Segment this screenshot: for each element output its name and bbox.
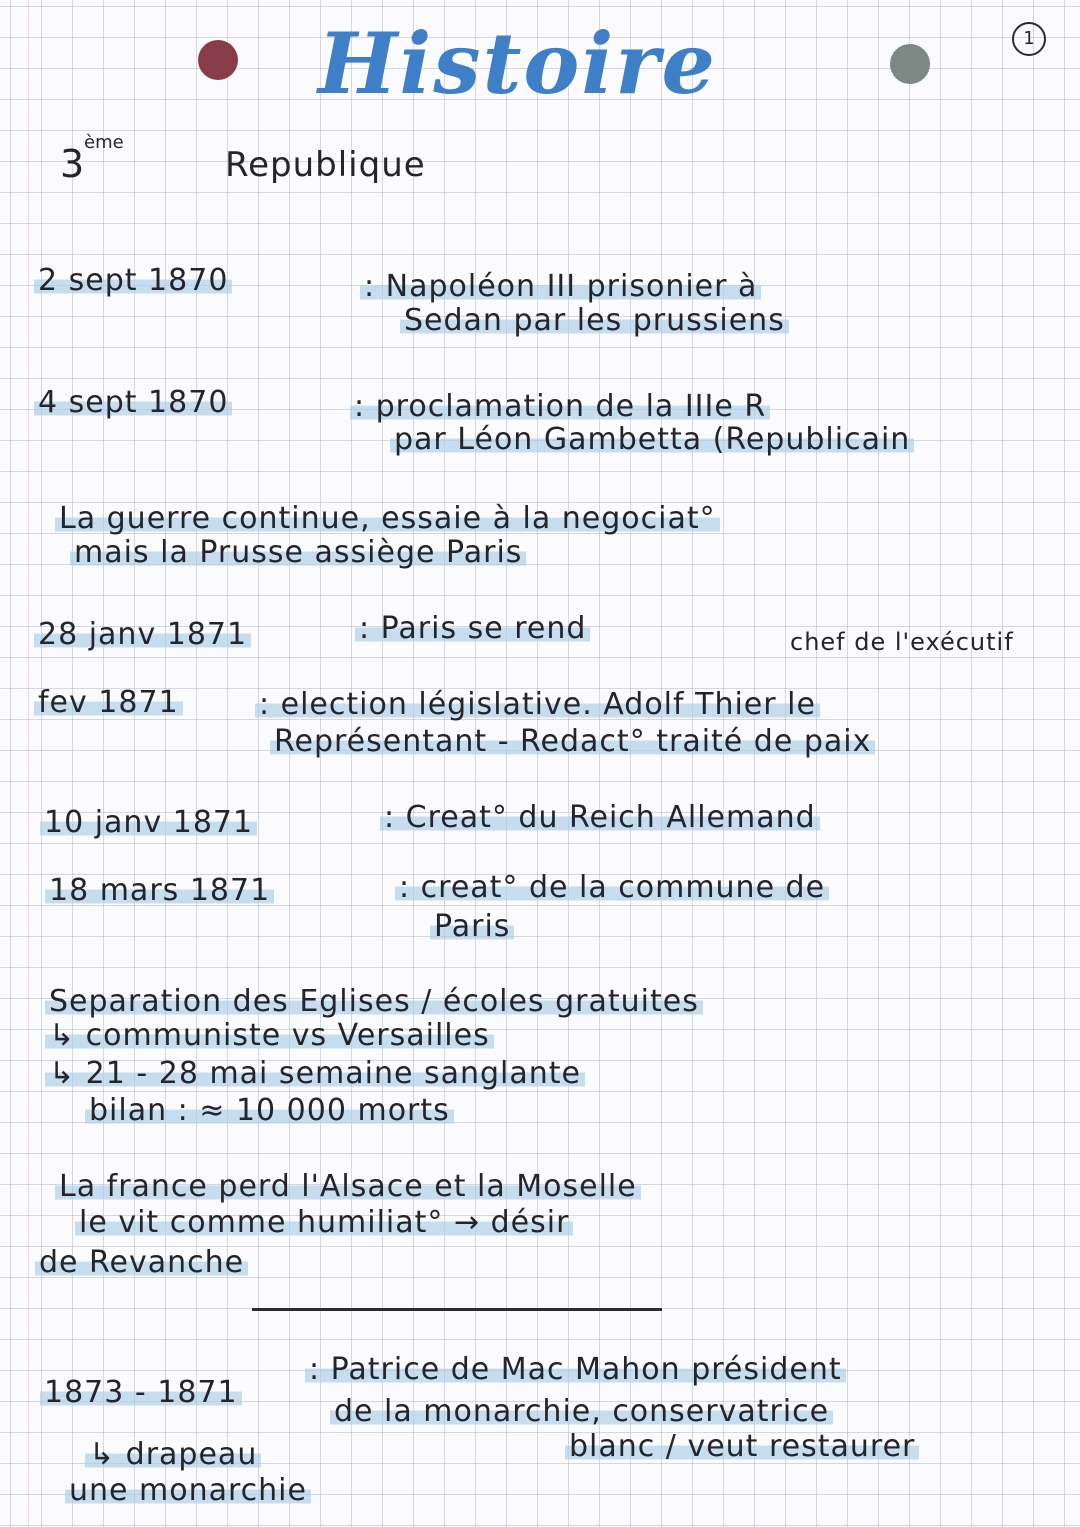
grey-dot [890,44,930,84]
note-line: mais la Prusse assiège Paris [70,538,526,568]
france-line: le vit comme humiliat° → désir [75,1208,573,1238]
entry-date: 4 sept 1870 [34,388,232,418]
entry-date: 1873 - 1871 [40,1378,242,1408]
france-line: La france perd l'Alsace et la Moselle [55,1172,641,1202]
side-note: chef de l'exécutif [790,628,1014,656]
entry-date: 2 sept 1870 [34,266,232,296]
divider-line [252,1308,662,1311]
commune-line: bilan : ≈ 10 000 morts [85,1096,454,1126]
macmahon-line: ↳ drapeau [85,1440,261,1470]
entry-date: 28 janv 1871 [34,620,251,650]
entry-text: : Patrice de Mac Mahon président [305,1355,846,1385]
subtitle-suffix: ème [84,132,124,153]
commune-line: ↳ 21 - 28 mai semaine sanglante [45,1059,585,1089]
note-line: La guerre continue, essaie à la negociat° [55,504,720,534]
commune-line: ↳ communiste vs Versailles [45,1021,494,1051]
entry-date: 18 mars 1871 [45,876,274,906]
entry-text: Sedan par les prussiens [400,306,789,336]
entry-date: fev 1871 [34,688,183,718]
subtitle-number: 3 [60,142,86,186]
entry-text: : proclamation de la IIIe R [350,392,770,422]
france-line: de Revanche [35,1248,248,1278]
entry-text: par Léon Gambetta (Republicain [390,425,914,455]
entry-text: de la monarchie, conservatrice [330,1397,833,1427]
entry-text: : election législative. Adolf Thier le [255,690,820,720]
entry-text: Paris [430,912,514,942]
entry-text: Représentant - Redact° traité de paix [270,727,875,757]
commune-line: Separation des Eglises / écoles gratuites [45,987,703,1017]
page-number: 1 [1012,22,1046,56]
entry-text: : Paris se rend [355,614,590,644]
entry-date: 10 janv 1871 [40,808,257,838]
subtitle-word: Republique [225,145,426,185]
macmahon-line: blanc / veut restaurer [565,1432,919,1462]
entry-text: : Napoléon III prisonier à [360,272,761,302]
macmahon-line: une monarchie [65,1476,311,1506]
red-dot [198,40,238,80]
page-title: Histoire [318,14,718,113]
entry-text: : creat° de la commune de [395,873,829,903]
entry-text: : Creat° du Reich Allemand [380,803,820,833]
margin-line [28,0,29,1527]
